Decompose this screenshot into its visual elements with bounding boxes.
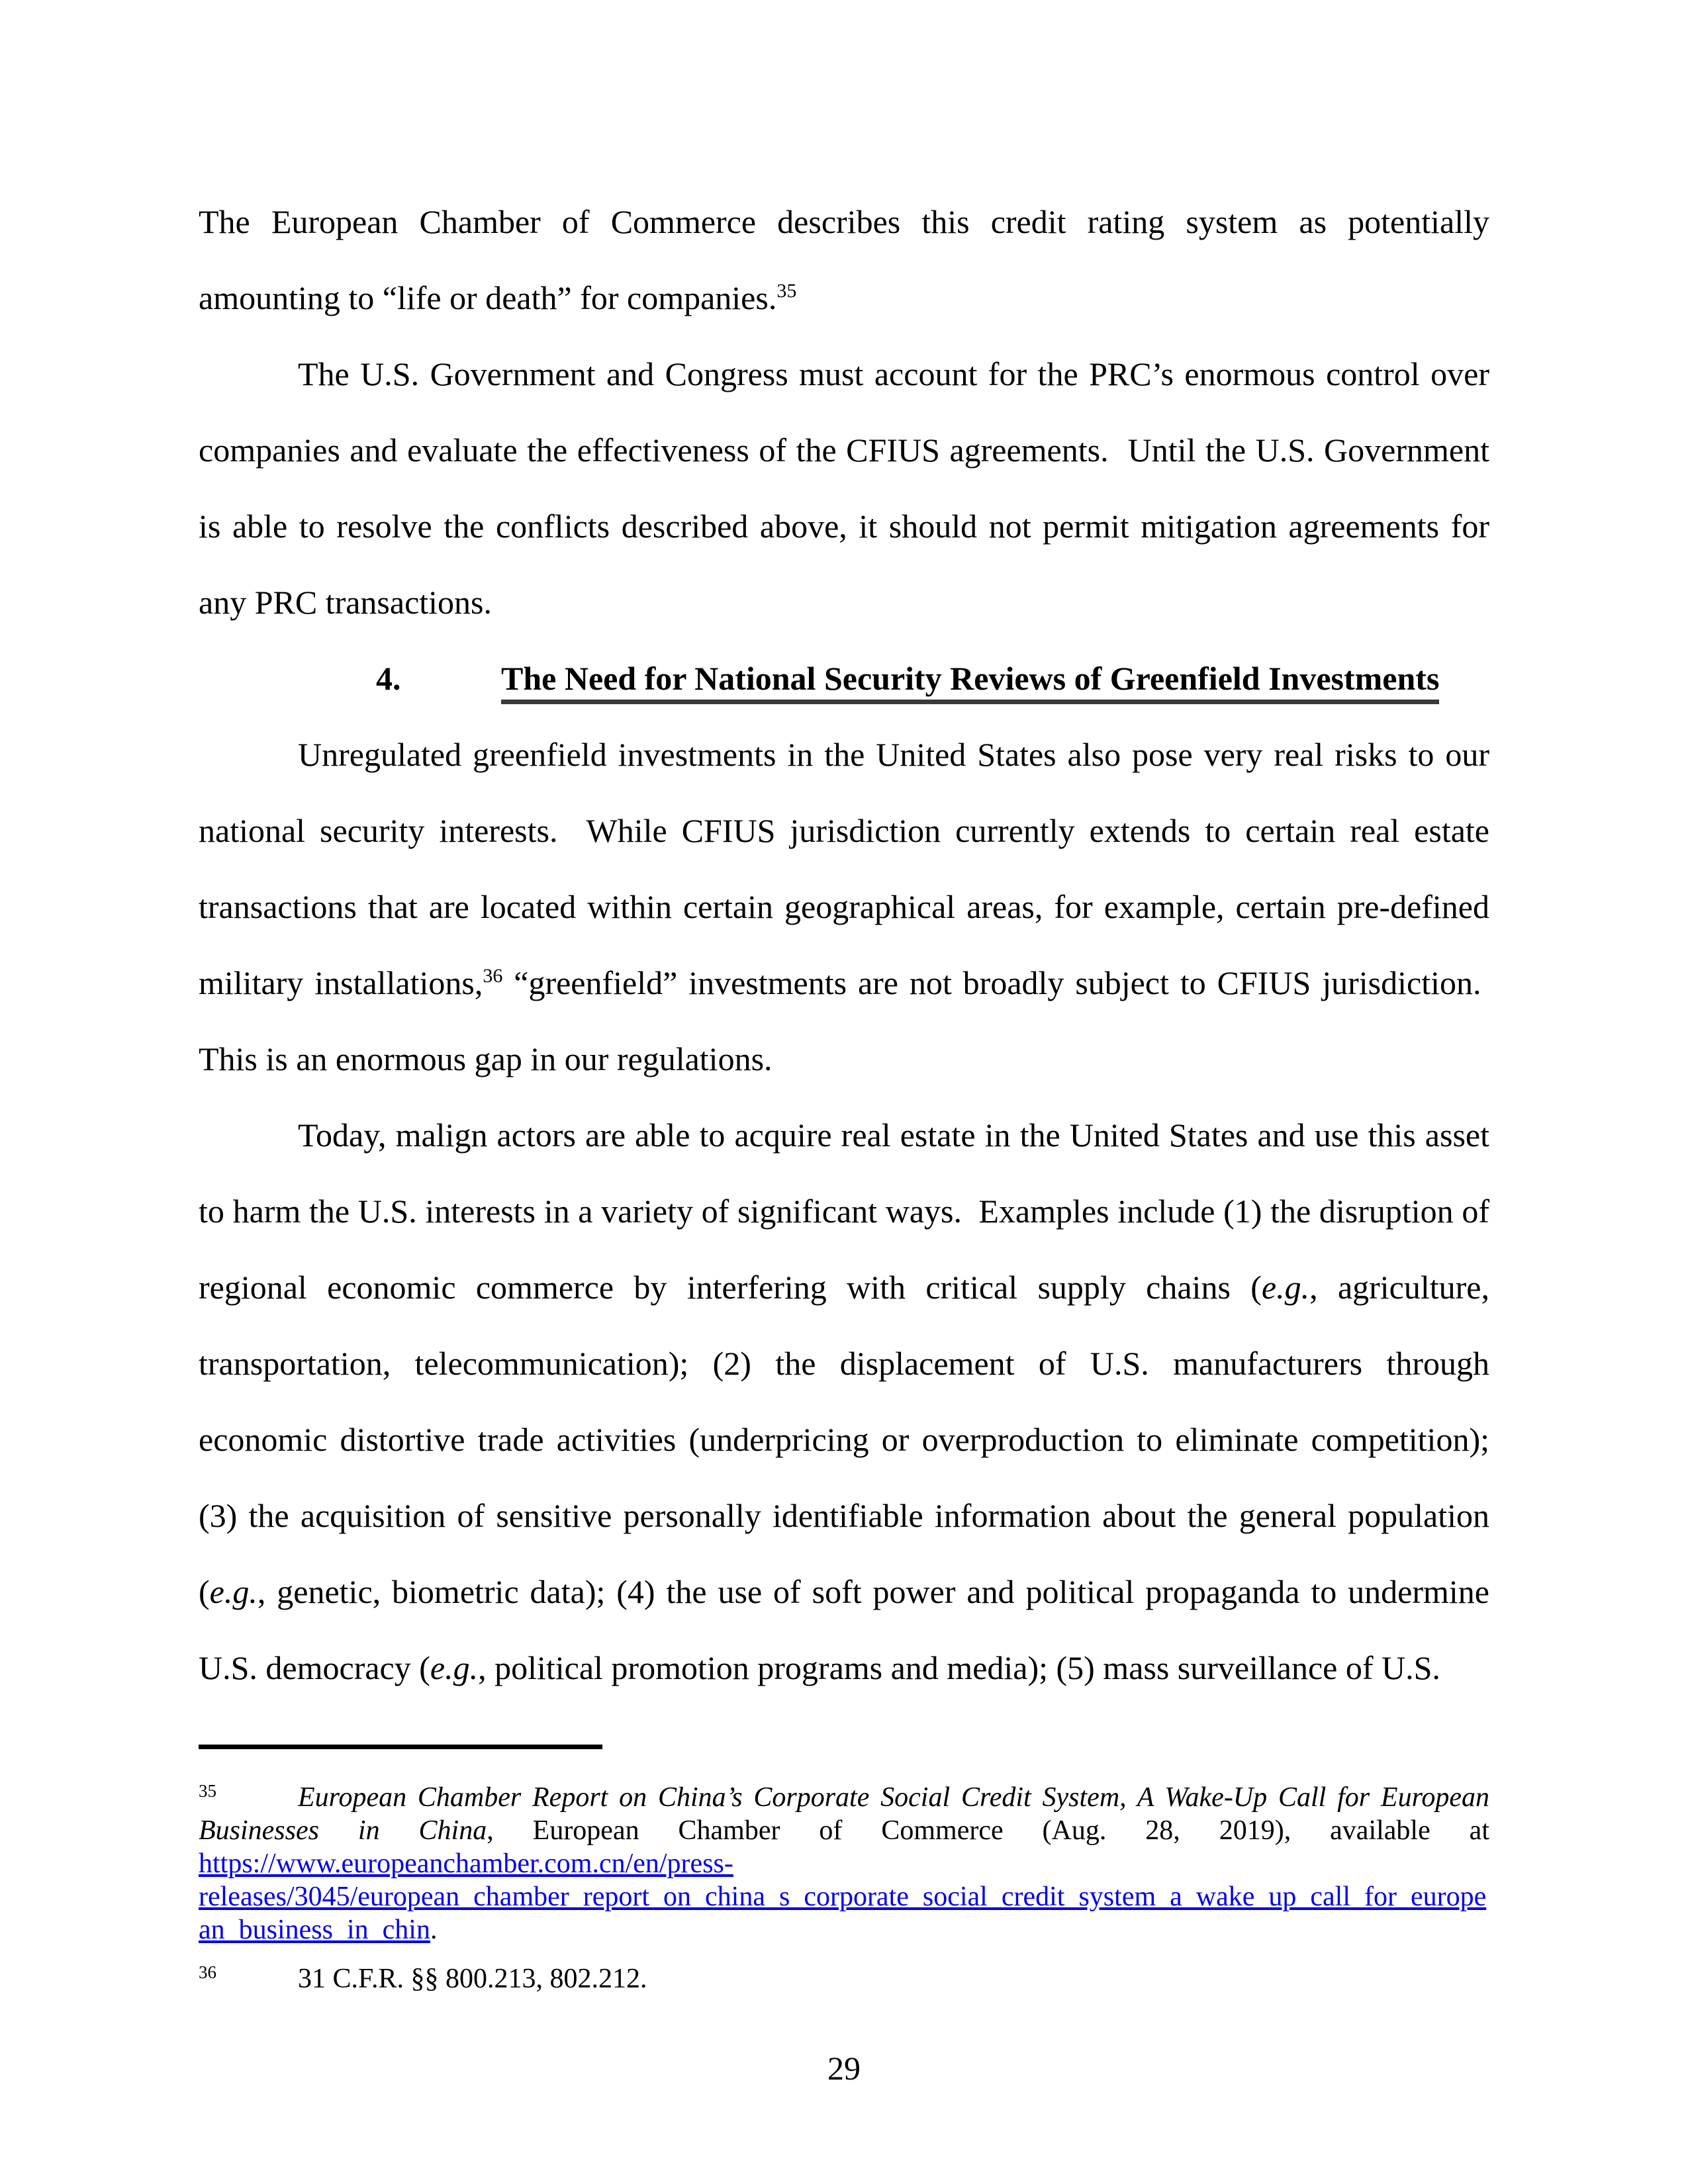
text-run: , genetic, biometric data); (4) the use of soft power and political propaganda to undermine U.S. democracy ( xyxy=(199,1573,1489,1686)
text-run: Unregulated greenfield investments in the United States also pose very real risks to our national security interests. While CFIUS jurisdiction currently extends to certain real estate transactions that are located within certain geographical areas, for example, certain pre-defined military installations, xyxy=(199,736,1489,1001)
text-run: , European Chamber of Commerce (Aug. 28, 2019), available at xyxy=(487,1815,1489,1846)
footnote-ref: 36 xyxy=(483,965,503,987)
heading-title: The Need for National Security Reviews of Greenfield Investments xyxy=(501,660,1439,704)
para-1 xyxy=(199,184,1489,336)
text-run: . xyxy=(430,1915,438,1945)
text-run: e.g. xyxy=(1261,1269,1310,1306)
text-run: “greenfield” investments are not broadly subject to CFIUS jurisdiction. This is an enormous gap in our regulations. xyxy=(199,964,1490,1077)
footnote-number-text: 36 xyxy=(199,1962,216,1982)
text-run: e.g. xyxy=(209,1573,258,1610)
text-run: , political promotion programs and media); (5) mass surveillance of U.S. xyxy=(478,1649,1440,1686)
page-number: 29 xyxy=(827,2050,861,2087)
footnotes-list xyxy=(199,1781,1489,1995)
text-run: The U.S. Government and Congress must account for the PRC’s enormous control over companies and evaluate the effectiveness of the CFIUS agreements. Until the U.S. Government is able to resolve the conflicts described above, it should not permit mitigation agreements for any PRC transactions. xyxy=(199,355,1489,621)
para-2 xyxy=(199,336,1489,641)
footnote-separator xyxy=(199,1745,602,1749)
section-heading xyxy=(199,641,1489,717)
para-3 xyxy=(199,717,1489,1097)
text-run: European Chamber Report on China’s Corporate Social Credit System, A Wake-Up Call for European Businesses in China xyxy=(199,1782,1489,1846)
footnote-ref: 35 xyxy=(776,280,797,302)
footnote-number xyxy=(199,1962,298,1995)
text-run: , agriculture, transportation, telecommunication); (2) the displacement of U.S. manufacturers through economic distortive trade activities (underpricing or overproduction to eliminate competition); (3) the acquisition of sensitive personally identifiable information about the general population ( xyxy=(199,1269,1490,1610)
footnote-number xyxy=(199,1781,298,1814)
document-body xyxy=(199,184,1489,1706)
heading-number: 4. xyxy=(376,660,401,697)
footnotes-section xyxy=(199,1745,1489,1995)
footnote-number-text: 35 xyxy=(199,1781,216,1801)
footnote-36 xyxy=(199,1962,1489,1995)
footnote-link[interactable]: releases/3045/european_chamber_report_on_china_s_corporate_social_credit_system_a_wake_up_call_for_european_business_in_chin xyxy=(199,1882,1487,1945)
text-run: e.g. xyxy=(430,1649,479,1686)
text-run: 31 C.F.R. §§ 800.213, 802.212. xyxy=(298,1964,647,1994)
text-run: The European Chamber of Commerce describes this credit rating system as potentially amounting to “life or death” for companies. xyxy=(199,203,1489,316)
footnote-35 xyxy=(199,1781,1489,1946)
text-run: Today, malign actors are able to acquire real estate in the United States and use this asset to harm the U.S. interests in a variety of significant ways. Examples include (1) the disruption of regional economic commerce by interfering with critical supply chains ( xyxy=(199,1116,1489,1306)
footnote-link[interactable]: https://www.europeanchamber.com.cn/en/press- xyxy=(199,1848,733,1879)
para-4 xyxy=(199,1097,1489,1706)
